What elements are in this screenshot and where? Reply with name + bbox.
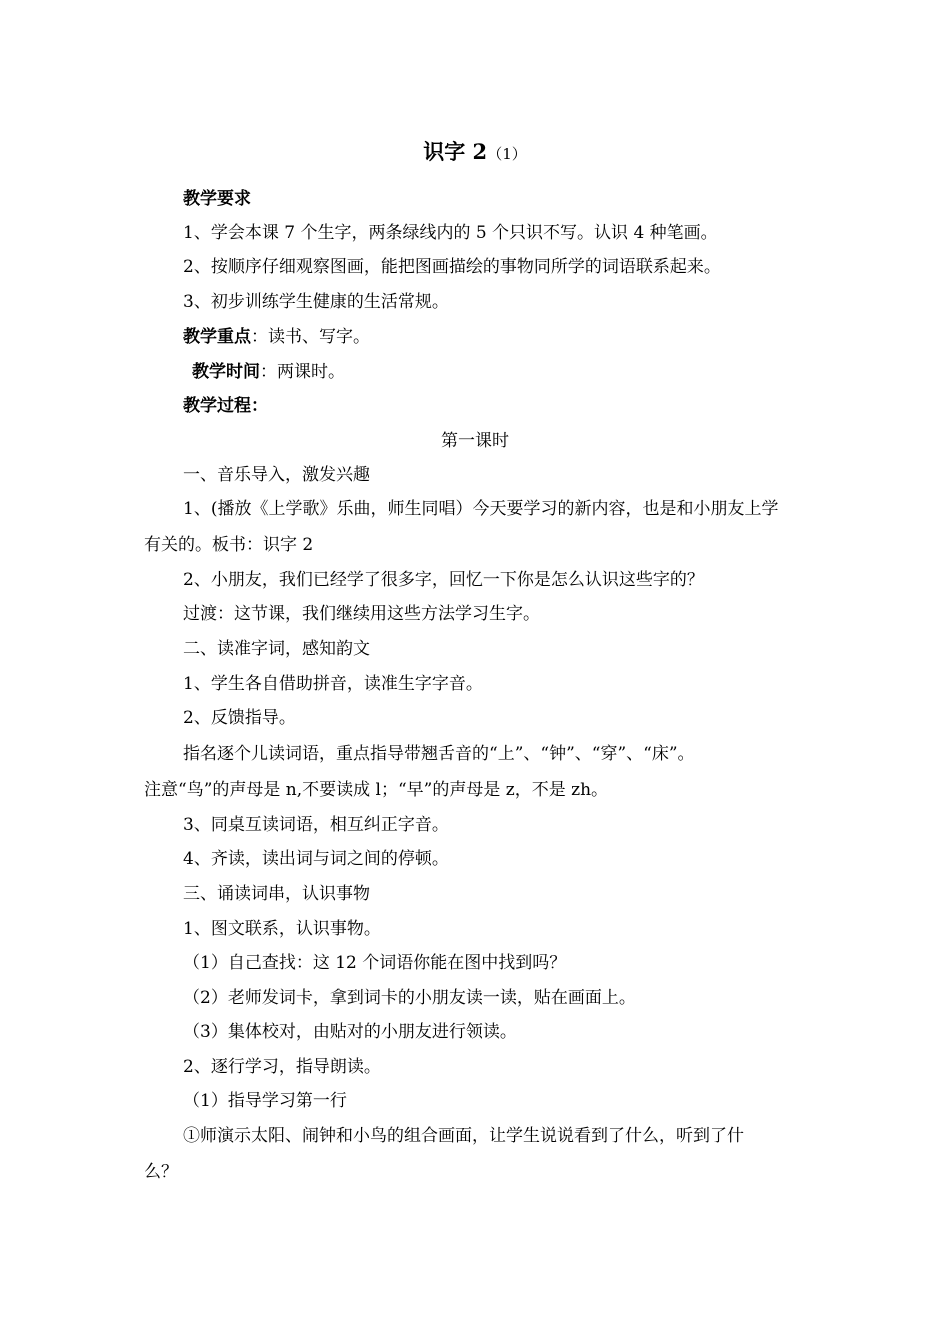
teaching-time	[192, 360, 950, 384]
lesson-line: 一、音乐导入，激发兴趣	[183, 465, 370, 485]
lesson-line: 二、读准字词，感知韵文	[183, 639, 370, 659]
process-heading: 教学过程：	[183, 396, 268, 416]
lesson-line: 2、小朋友，我们已经学了很多字，回忆一下你是怎么认识这些字的？	[183, 570, 704, 590]
lesson-line: 么？	[144, 1162, 178, 1182]
teaching-time-label: 教学时间	[192, 362, 260, 382]
title-sub: （1）	[487, 145, 527, 163]
lesson-line: 1、学生各自借助拼音，读准生字字音。	[183, 674, 483, 694]
key-points-value: ：读书、写字。	[251, 327, 370, 347]
lesson-line: 指名逐个儿读词语，重点指导带翘舌音的“上”、“钟”、“穿”、“床”。	[183, 744, 695, 764]
requirements-heading: 教学要求	[183, 189, 251, 209]
document-title	[0, 136, 950, 166]
lesson-line: （1）自己查找：这 12 个词语你能在图中找到吗？	[183, 953, 567, 973]
title-main: 识字 2	[423, 139, 488, 164]
lesson-line: 三、诵读词串，认识事物	[183, 884, 370, 904]
requirement-item-3: 3、初步训练学生健康的生活常规。	[183, 292, 449, 312]
lesson-line: 1、图文联系，认识事物。	[183, 919, 381, 939]
lesson-line: （1）指导学习第一行	[183, 1091, 347, 1111]
lesson-line: ①师演示太阳、闹钟和小鸟的组合画面，让学生说说看到了什么，听到了什	[183, 1126, 744, 1146]
lesson-line: 过渡：这节课，我们继续用这些方法学习生字。	[183, 604, 540, 624]
lesson-line: 注意“鸟”的声母是 n,不要读成 l；“早”的声母是 z，不是 zh。	[144, 780, 609, 800]
requirement-item-1: 1、学会本课 7 个生字，两条绿线内的 5 个只识不写。认识 4 种笔画。	[183, 223, 718, 243]
lesson-line: 有关的。板书：识字 2	[144, 535, 314, 555]
lesson-line: （2）老师发词卡，拿到词卡的小朋友读一读，贴在画面上。	[183, 988, 636, 1008]
requirement-item-2: 2、按顺序仔细观察图画，能把图画描绘的事物同所学的词语联系起来。	[183, 257, 721, 277]
lesson-line: 3、同桌互读词语，相互纠正字音。	[183, 815, 449, 835]
key-points	[183, 325, 950, 349]
lesson-line: 2、逐行学习，指导朗读。	[183, 1057, 381, 1077]
lesson-line: 4、齐读，读出词与词之间的停顿。	[183, 849, 449, 869]
key-points-label: 教学重点	[183, 327, 251, 347]
teaching-time-value: ：两课时。	[260, 362, 345, 382]
lesson-one-heading: 第一课时	[441, 431, 509, 451]
lesson-line: 1、(播放《上学歌》乐曲，师生同唱）今天要学习的新内容，也是和小朋友上学	[183, 499, 779, 519]
lesson-line: （3）集体校对，由贴对的小朋友进行领读。	[183, 1022, 517, 1042]
lesson-line: 2、反馈指导。	[183, 708, 296, 728]
